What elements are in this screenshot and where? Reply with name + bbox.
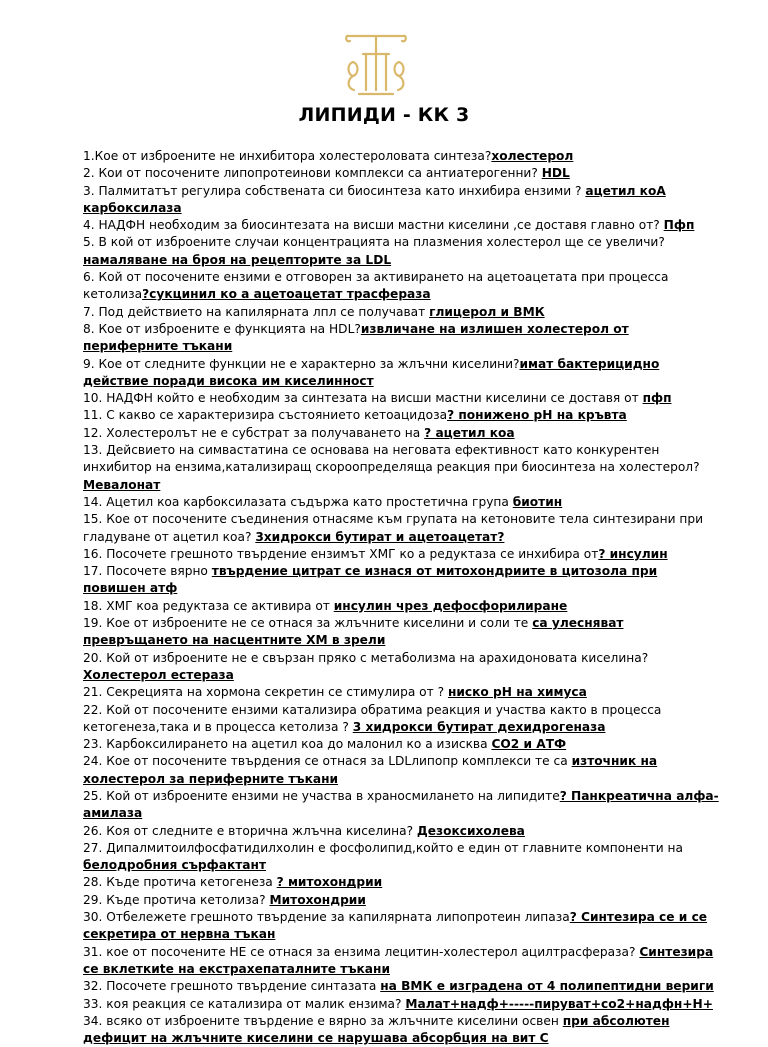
- question-text: 3. Палмитатът регулира собствената си биосинтеза като инхибира ензими ?: [83, 183, 586, 198]
- question-item: [83, 165, 723, 182]
- question-text: 5. В кой от изброените случаи концентрацията на плазмения холестерол ще се увеличи?: [83, 235, 665, 250]
- answer-text: глицерол и ВМК: [429, 304, 545, 319]
- question-item: [83, 753, 723, 788]
- question-text: 29. Къде протича кетолиза?: [83, 892, 270, 907]
- answer-text: ацетил коА карбоксилаза: [83, 183, 666, 215]
- answer-text: HDL: [541, 166, 570, 181]
- question-text: 6. Кой от посочените ензими е отговорен за активирането на ацетоацетата при процесса кетолиза: [83, 270, 669, 302]
- answer-text: холестерол: [491, 149, 574, 163]
- question-text: 15. Кое от посочените съединения отнасяме към групата на кетоновите тела синтезирани при гладуване от ацетил коа?: [83, 512, 704, 544]
- question-item: [83, 321, 723, 356]
- question-list: [83, 148, 723, 1047]
- question-item: [83, 736, 723, 753]
- question-text: 21. Секрецията на хормона секретин се стимулира от ?: [83, 685, 448, 700]
- answer-text: Митохондрии: [269, 892, 366, 907]
- answer-text: инсулин чрез дефосфорилиране: [333, 598, 568, 613]
- question-item: [83, 425, 723, 442]
- question-text: 16. Посочете грешното твърдение ензимът ХМГ ко а редуктаза се инхибира от: [83, 546, 599, 561]
- question-text: 14. Ацетил коа карбоксилазата съдържа като простетична група: [83, 494, 513, 509]
- answer-text: намаляване на броя на рецепторите за LDL: [83, 252, 392, 267]
- question-item: [83, 598, 723, 615]
- question-text: 11. С какво се характеризира състоянието кетоацидоза: [83, 408, 448, 423]
- question-item: [83, 217, 723, 234]
- answer-text: ? Синтезира се и се секретира от нервна тъкан: [83, 910, 708, 942]
- question-text: 8. Кое от изброените е функцията на HDL?: [83, 321, 361, 336]
- question-text: 25. Кой от изброените ензими не участва в храносмилането на липидите: [83, 788, 560, 803]
- question-text: 1.Кое от изброените не инхибитора холестероловата синтеза?: [83, 149, 492, 163]
- answer-text: при абсолютен дефицит на жлъчните киселини се нарушава абсорбция на вит С: [83, 1013, 670, 1046]
- question-text: 31. кое от посочените НЕ се отнася за ензима лецитин-холестерол ацилтрасфераза?: [83, 944, 640, 959]
- question-item: [83, 269, 723, 304]
- answer-text: биотин: [512, 494, 563, 509]
- question-item: [83, 304, 723, 321]
- question-text: 9. Кое от следните функции не е характерно за жлъчни киселини?: [83, 356, 520, 371]
- question-text: 22. Кой от посочените ензими катализира обратима реакция и участва както в процесса кетогенеза,така и в процесса кетолиза ?: [83, 702, 662, 734]
- question-item: [83, 650, 723, 685]
- question-item: [83, 892, 723, 909]
- question-text: 24. Кое от посочените твърдения се отнася за LDLлипопр комплекси те са: [83, 754, 572, 769]
- answer-text: Пфп: [663, 218, 695, 233]
- question-text: 19. Кое от изброените не се отнася за жлъчните киселини и соли те: [83, 616, 533, 631]
- answer-text: на ВМК е изградена от 4 полипептидни вериги: [380, 979, 714, 994]
- question-item: [83, 840, 723, 875]
- monogram-logo-icon: [341, 30, 411, 100]
- question-item: [83, 996, 723, 1013]
- answer-text: Холестерол естераза: [83, 667, 234, 682]
- page-title: ЛИПИДИ - КК 3: [298, 104, 470, 126]
- question-item: [83, 442, 723, 494]
- answer-text: ?сукцинил ко а ацетоацетат трасфераза: [142, 287, 431, 302]
- question-text: 4. НАДФН необходим за биосинтезата на висши мастни киселини ,се доставя главно от?: [83, 218, 664, 233]
- question-item: [83, 702, 723, 737]
- question-text: 26. Коя от следните е вторична жлъчна киселина?: [83, 823, 417, 838]
- question-item: [83, 234, 723, 269]
- question-item: [83, 684, 723, 701]
- answer-text: пфп: [642, 391, 672, 406]
- answer-text: ? понижено pH на кръвта: [447, 408, 627, 423]
- question-text: 34. всяко от изброените твърдение е вярно за жлъчните киселини освен: [83, 1013, 563, 1028]
- answer-text: източник на холестерол за периферните тъкани: [83, 754, 658, 786]
- answer-text: Мевалонат: [83, 477, 161, 492]
- question-item: [83, 183, 723, 218]
- question-text: 27. Дипалмитоилфосфатидилхолин е фосфолипид,който е един от главните компоненти на: [83, 840, 683, 855]
- question-item: [83, 494, 723, 511]
- answer-text: ? митохондрии: [276, 875, 383, 890]
- answer-text: 3 хидрокси бутират дехидрогеназа: [352, 719, 606, 734]
- answer-text: Малат+надф+-----пируват+co2+надфн+Н+: [405, 996, 713, 1011]
- answer-text: ? инсулин: [598, 546, 668, 561]
- question-text: 18. ХМГ коа редуктаза се активира от: [83, 598, 334, 613]
- question-text: 17. Посочете вярно: [83, 564, 212, 579]
- question-text: 10. НАДФН който е необходим за синтезата на висши мастни киселини се доставя от: [83, 391, 643, 406]
- answer-text: са улесняват превръщането на насцентните ХМ в зрели: [83, 616, 624, 648]
- answer-text: Дезоксихолева: [416, 823, 525, 838]
- question-item: [83, 1013, 723, 1047]
- question-text: 2. Кои от посочените липопротеинови комплекси са антиатерогенни?: [83, 166, 542, 181]
- question-item: [83, 978, 723, 995]
- question-item: [83, 148, 723, 165]
- question-text: 20. Кой от изброените не е свързан пряко с метаболизма на арахидоновата киселина?: [83, 650, 649, 665]
- question-item: [83, 909, 723, 944]
- question-text: 13. Дейсвието на симвастатина се основава на неговата ефективност като конкурентен инхибитор на ензима,катализиращ скороопределяща реакция при биосинтеза на холестерол?: [83, 443, 700, 475]
- answer-text: Синтезира се вклеткиte на екстрахепаталните тъкани: [83, 944, 714, 976]
- question-item: [83, 874, 723, 891]
- answer-text: ниско pH на химуса: [447, 685, 587, 700]
- question-item: [83, 511, 723, 546]
- question-text: 30. Отбележете грешното твърдение за капилярната липопротеин липаза: [83, 910, 570, 925]
- question-text: 12. Холестеролът не е субстрат за получаването на: [83, 425, 425, 440]
- question-item: [83, 615, 723, 650]
- answer-text: ? ацетил коа: [424, 425, 515, 440]
- question-item: [83, 407, 723, 424]
- question-item: [83, 823, 723, 840]
- answer-text: CO2 и АТФ: [491, 737, 567, 752]
- question-item: [83, 390, 723, 407]
- question-text: 28. Къде протича кетогенеза: [83, 875, 277, 890]
- question-text: 33. коя реакция се катализира от малик ензима?: [83, 996, 406, 1011]
- answer-text: твърдение цитрат се изнася от митохондриите в цитозола при повишен атф: [83, 564, 658, 596]
- answer-text: извличане на излишен холестерол от периферните тъкани: [83, 321, 629, 354]
- question-item: [83, 563, 723, 598]
- question-text: 7. Под действието на капилярната лпл се получават: [83, 304, 430, 319]
- question-item: [83, 546, 723, 563]
- answer-text: 3хидрокси бутират и ацетоацетат?: [255, 529, 505, 544]
- question-item: [83, 788, 723, 823]
- answer-text: ? Панкреатична алфа-амилаза: [83, 788, 719, 821]
- answer-text: имат бактерицидно действие поради висока им киселинност: [83, 356, 660, 388]
- question-item: [83, 944, 723, 979]
- question-text: 32. Посочете грешното твърдение синтазата: [83, 979, 381, 994]
- answer-text: белодробния сърфактант: [83, 858, 267, 873]
- question-text: 23. Карбоксилирането на ацетил коа до малонил ко а изисква: [83, 737, 492, 752]
- question-item: [83, 356, 723, 391]
